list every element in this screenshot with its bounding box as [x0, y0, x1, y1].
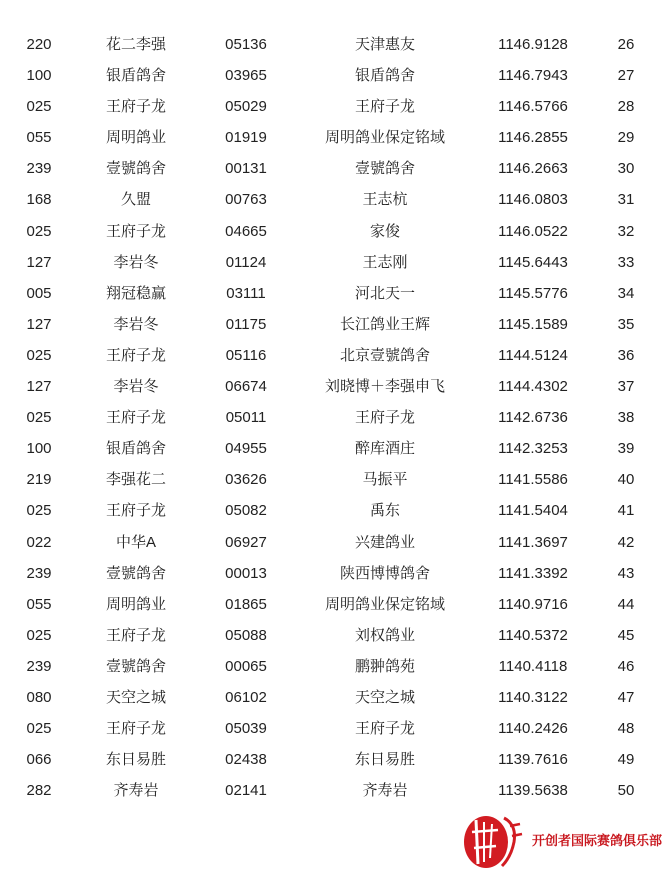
club-name: 李强花二	[105, 471, 166, 489]
club-number: 025	[26, 720, 52, 738]
club-number: 100	[26, 67, 52, 85]
ring-number: 05082	[225, 502, 267, 520]
speed-value: 1140.9716	[498, 595, 568, 613]
rank-number: 30	[617, 160, 635, 178]
table-row	[0, 651, 670, 682]
club-name: 齐寿岩	[113, 782, 159, 800]
club-name: 李岩冬	[113, 315, 159, 333]
rank-number: 31	[617, 191, 635, 209]
club-name: 久盟	[120, 191, 151, 209]
ring-number: 00013	[225, 564, 267, 582]
ring-number: 03965	[225, 67, 267, 85]
rank-number: 33	[617, 253, 635, 271]
table-row	[0, 620, 670, 651]
ring-number: 02141	[225, 782, 267, 800]
club-number: 239	[26, 160, 52, 178]
table-row	[0, 558, 670, 589]
rank-number: 45	[617, 626, 635, 644]
table-row	[0, 402, 670, 433]
rank-number: 48	[617, 720, 635, 738]
club-number: 100	[26, 440, 52, 458]
rank-number: 38	[617, 409, 635, 427]
club-number: 127	[26, 315, 52, 333]
owner-name: 周明鸽业保定铭域	[324, 595, 445, 613]
ring-number: 00131	[225, 160, 267, 178]
ring-number: 05039	[225, 720, 267, 738]
owner-name: 东日易胜	[354, 751, 415, 769]
table-row	[0, 527, 670, 558]
club-number: 239	[26, 564, 52, 582]
owner-name: 壹號鸽舍	[354, 160, 415, 178]
club-name: 王府子龙	[105, 502, 166, 520]
speed-value: 1146.0803	[498, 191, 568, 209]
owner-name: 王志刚	[362, 253, 408, 271]
rank-number: 37	[617, 378, 635, 396]
ring-number: 01919	[225, 129, 267, 147]
speed-value: 1142.6736	[498, 409, 568, 427]
speed-value: 1146.9128	[498, 36, 568, 53]
speed-value: 1141.3392	[498, 564, 568, 582]
speed-value: 1145.5776	[498, 284, 568, 302]
ring-number: 03111	[226, 284, 266, 302]
club-number: 080	[26, 688, 52, 706]
club-number: 239	[26, 657, 52, 675]
owner-name: 天津惠友	[354, 36, 415, 53]
table-row	[0, 60, 670, 91]
results-table	[0, 29, 670, 806]
ring-number: 06102	[225, 688, 267, 706]
club-number: 025	[26, 626, 52, 644]
rank-number: 27	[617, 67, 635, 85]
owner-name: 长江鸽业王辉	[339, 315, 430, 333]
club-name: 王府子龙	[105, 409, 166, 427]
speed-value: 1146.5766	[498, 98, 568, 116]
rank-number: 46	[617, 657, 635, 675]
table-row	[0, 682, 670, 713]
club-name: 王府子龙	[105, 720, 166, 738]
speed-value: 1140.3122	[498, 688, 568, 706]
table-row	[0, 433, 670, 464]
speed-value: 1145.1589	[498, 315, 568, 333]
speed-value: 1146.7943	[498, 67, 568, 85]
club-name: 周明鸽业	[105, 595, 166, 613]
rank-number: 26	[617, 36, 635, 53]
ring-number: 01124	[225, 253, 267, 271]
ring-number: 05116	[225, 346, 267, 364]
speed-value: 1145.6443	[498, 253, 568, 271]
table-row	[0, 713, 670, 744]
owner-name: 鹏翀鸽苑	[354, 657, 415, 675]
table-row	[0, 775, 670, 806]
owner-name: 王志杭	[362, 191, 408, 209]
ring-number: 05011	[225, 409, 267, 427]
rank-number: 35	[617, 315, 635, 333]
club-name: 王府子龙	[105, 98, 166, 116]
speed-value: 1146.0522	[498, 222, 568, 240]
speed-value: 1141.5586	[498, 471, 568, 489]
owner-name: 河北天一	[354, 284, 415, 302]
speed-value: 1144.4302	[498, 378, 568, 396]
club-seal-icon	[462, 812, 524, 870]
table-row	[0, 122, 670, 153]
speed-value: 1146.2663	[498, 160, 568, 178]
rank-number: 29	[617, 129, 635, 147]
table-row	[0, 309, 670, 340]
rank-number: 36	[617, 346, 635, 364]
owner-name: 家俊	[369, 222, 400, 240]
ring-number: 01175	[225, 315, 267, 333]
rank-number: 49	[617, 751, 635, 769]
club-name-text: 开创者国际赛鸽俱乐部	[532, 833, 663, 848]
club-name: 东日易胜	[105, 751, 166, 769]
club-number: 005	[26, 284, 52, 302]
club-number: 168	[26, 191, 52, 209]
speed-value: 1140.4118	[498, 657, 568, 675]
club-number: 127	[26, 253, 52, 271]
club-name: 李岩冬	[113, 253, 159, 271]
club-name: 中华A	[115, 533, 156, 551]
speed-value: 1139.7616	[498, 751, 568, 769]
club-name: 翔冠稳赢	[105, 284, 166, 302]
rank-number: 42	[617, 533, 635, 551]
club-name: 花二李强	[105, 36, 166, 53]
rank-number: 39	[617, 440, 635, 458]
club-number: 025	[26, 98, 52, 116]
speed-value: 1141.5404	[498, 502, 568, 520]
ring-number: 03626	[225, 471, 267, 489]
table-row	[0, 340, 670, 371]
table-row	[0, 29, 670, 60]
table-row	[0, 495, 670, 526]
club-number: 066	[26, 751, 52, 769]
club-number: 025	[26, 502, 52, 520]
club-number: 055	[26, 129, 52, 147]
owner-name: 王府子龙	[354, 409, 415, 427]
club-name: 壹號鸽舍	[105, 564, 166, 582]
speed-value: 1142.3253	[498, 440, 568, 458]
table-row	[0, 216, 670, 247]
ring-number: 02438	[225, 751, 267, 769]
speed-value: 1146.2855	[498, 129, 568, 147]
owner-name: 兴建鸽业	[354, 533, 415, 551]
club-logo	[462, 812, 662, 870]
club-number: 022	[26, 533, 52, 551]
ring-number: 06674	[225, 378, 267, 396]
club-name: 王府子龙	[105, 346, 166, 364]
speed-value: 1144.5124	[498, 346, 568, 364]
ring-number: 00065	[225, 657, 267, 675]
table-row	[0, 278, 670, 309]
club-number: 220	[26, 36, 52, 53]
owner-name: 刘权鸽业	[354, 626, 415, 644]
club-name: 银盾鸽舍	[105, 67, 166, 85]
rank-number: 34	[617, 284, 635, 302]
table-row	[0, 464, 670, 495]
owner-name: 王府子龙	[354, 720, 415, 738]
owner-name: 陕西博博鸽舍	[339, 564, 430, 582]
rank-number: 47	[617, 688, 635, 706]
club-name: 王府子龙	[105, 626, 166, 644]
table-row	[0, 744, 670, 775]
speed-value: 1141.3697	[498, 533, 568, 551]
ring-number: 05029	[225, 98, 267, 116]
rank-number: 40	[617, 471, 635, 489]
table-row	[0, 91, 670, 122]
owner-name: 周明鸽业保定铭域	[324, 129, 445, 147]
speed-value: 1139.5638	[498, 782, 568, 800]
ring-number: 00763	[225, 191, 267, 209]
table-row	[0, 153, 670, 184]
club-number: 219	[26, 471, 52, 489]
rank-number: 44	[617, 595, 635, 613]
table-row	[0, 589, 670, 620]
owner-name: 马振平	[362, 471, 408, 489]
rank-number: 41	[617, 502, 635, 520]
club-name: 银盾鸽舍	[105, 440, 166, 458]
rank-number: 50	[617, 782, 635, 800]
ring-number: 05088	[225, 626, 267, 644]
club-number: 127	[26, 378, 52, 396]
club-name: 王府子龙	[105, 222, 166, 240]
rank-number: 43	[617, 564, 635, 582]
club-name: 周明鸽业	[105, 129, 166, 147]
club-number: 282	[26, 782, 52, 800]
club-name: 壹號鸽舍	[105, 657, 166, 675]
rank-number: 28	[617, 98, 635, 116]
club-number: 025	[26, 409, 52, 427]
ring-number: 05136	[225, 36, 267, 53]
ring-number: 04955	[225, 440, 267, 458]
table-row	[0, 184, 670, 215]
club-number: 055	[26, 595, 52, 613]
owner-name: 天空之城	[354, 688, 415, 706]
owner-name: 王府子龙	[354, 98, 415, 116]
club-name: 天空之城	[105, 688, 166, 706]
club-name: 李岩冬	[113, 378, 159, 396]
owner-name: 禹东	[369, 502, 400, 520]
club-number: 025	[26, 222, 52, 240]
club-number: 025	[26, 346, 52, 364]
owner-name: 银盾鸽舍	[354, 67, 415, 85]
ring-number: 06927	[225, 533, 267, 551]
rank-number: 32	[617, 222, 635, 240]
ring-number: 01865	[225, 595, 267, 613]
table-row	[0, 247, 670, 278]
table-row	[0, 371, 670, 402]
speed-value: 1140.5372	[498, 626, 568, 644]
club-name: 壹號鸽舍	[105, 160, 166, 178]
owner-name: 北京壹號鸽舍	[339, 346, 430, 364]
ring-number: 04665	[225, 222, 267, 240]
owner-name: 刘晓博＋李强申飞	[324, 378, 445, 396]
speed-value: 1140.2426	[498, 720, 568, 738]
owner-name: 齐寿岩	[362, 782, 408, 800]
owner-name: 醉库酒庄	[354, 440, 415, 458]
